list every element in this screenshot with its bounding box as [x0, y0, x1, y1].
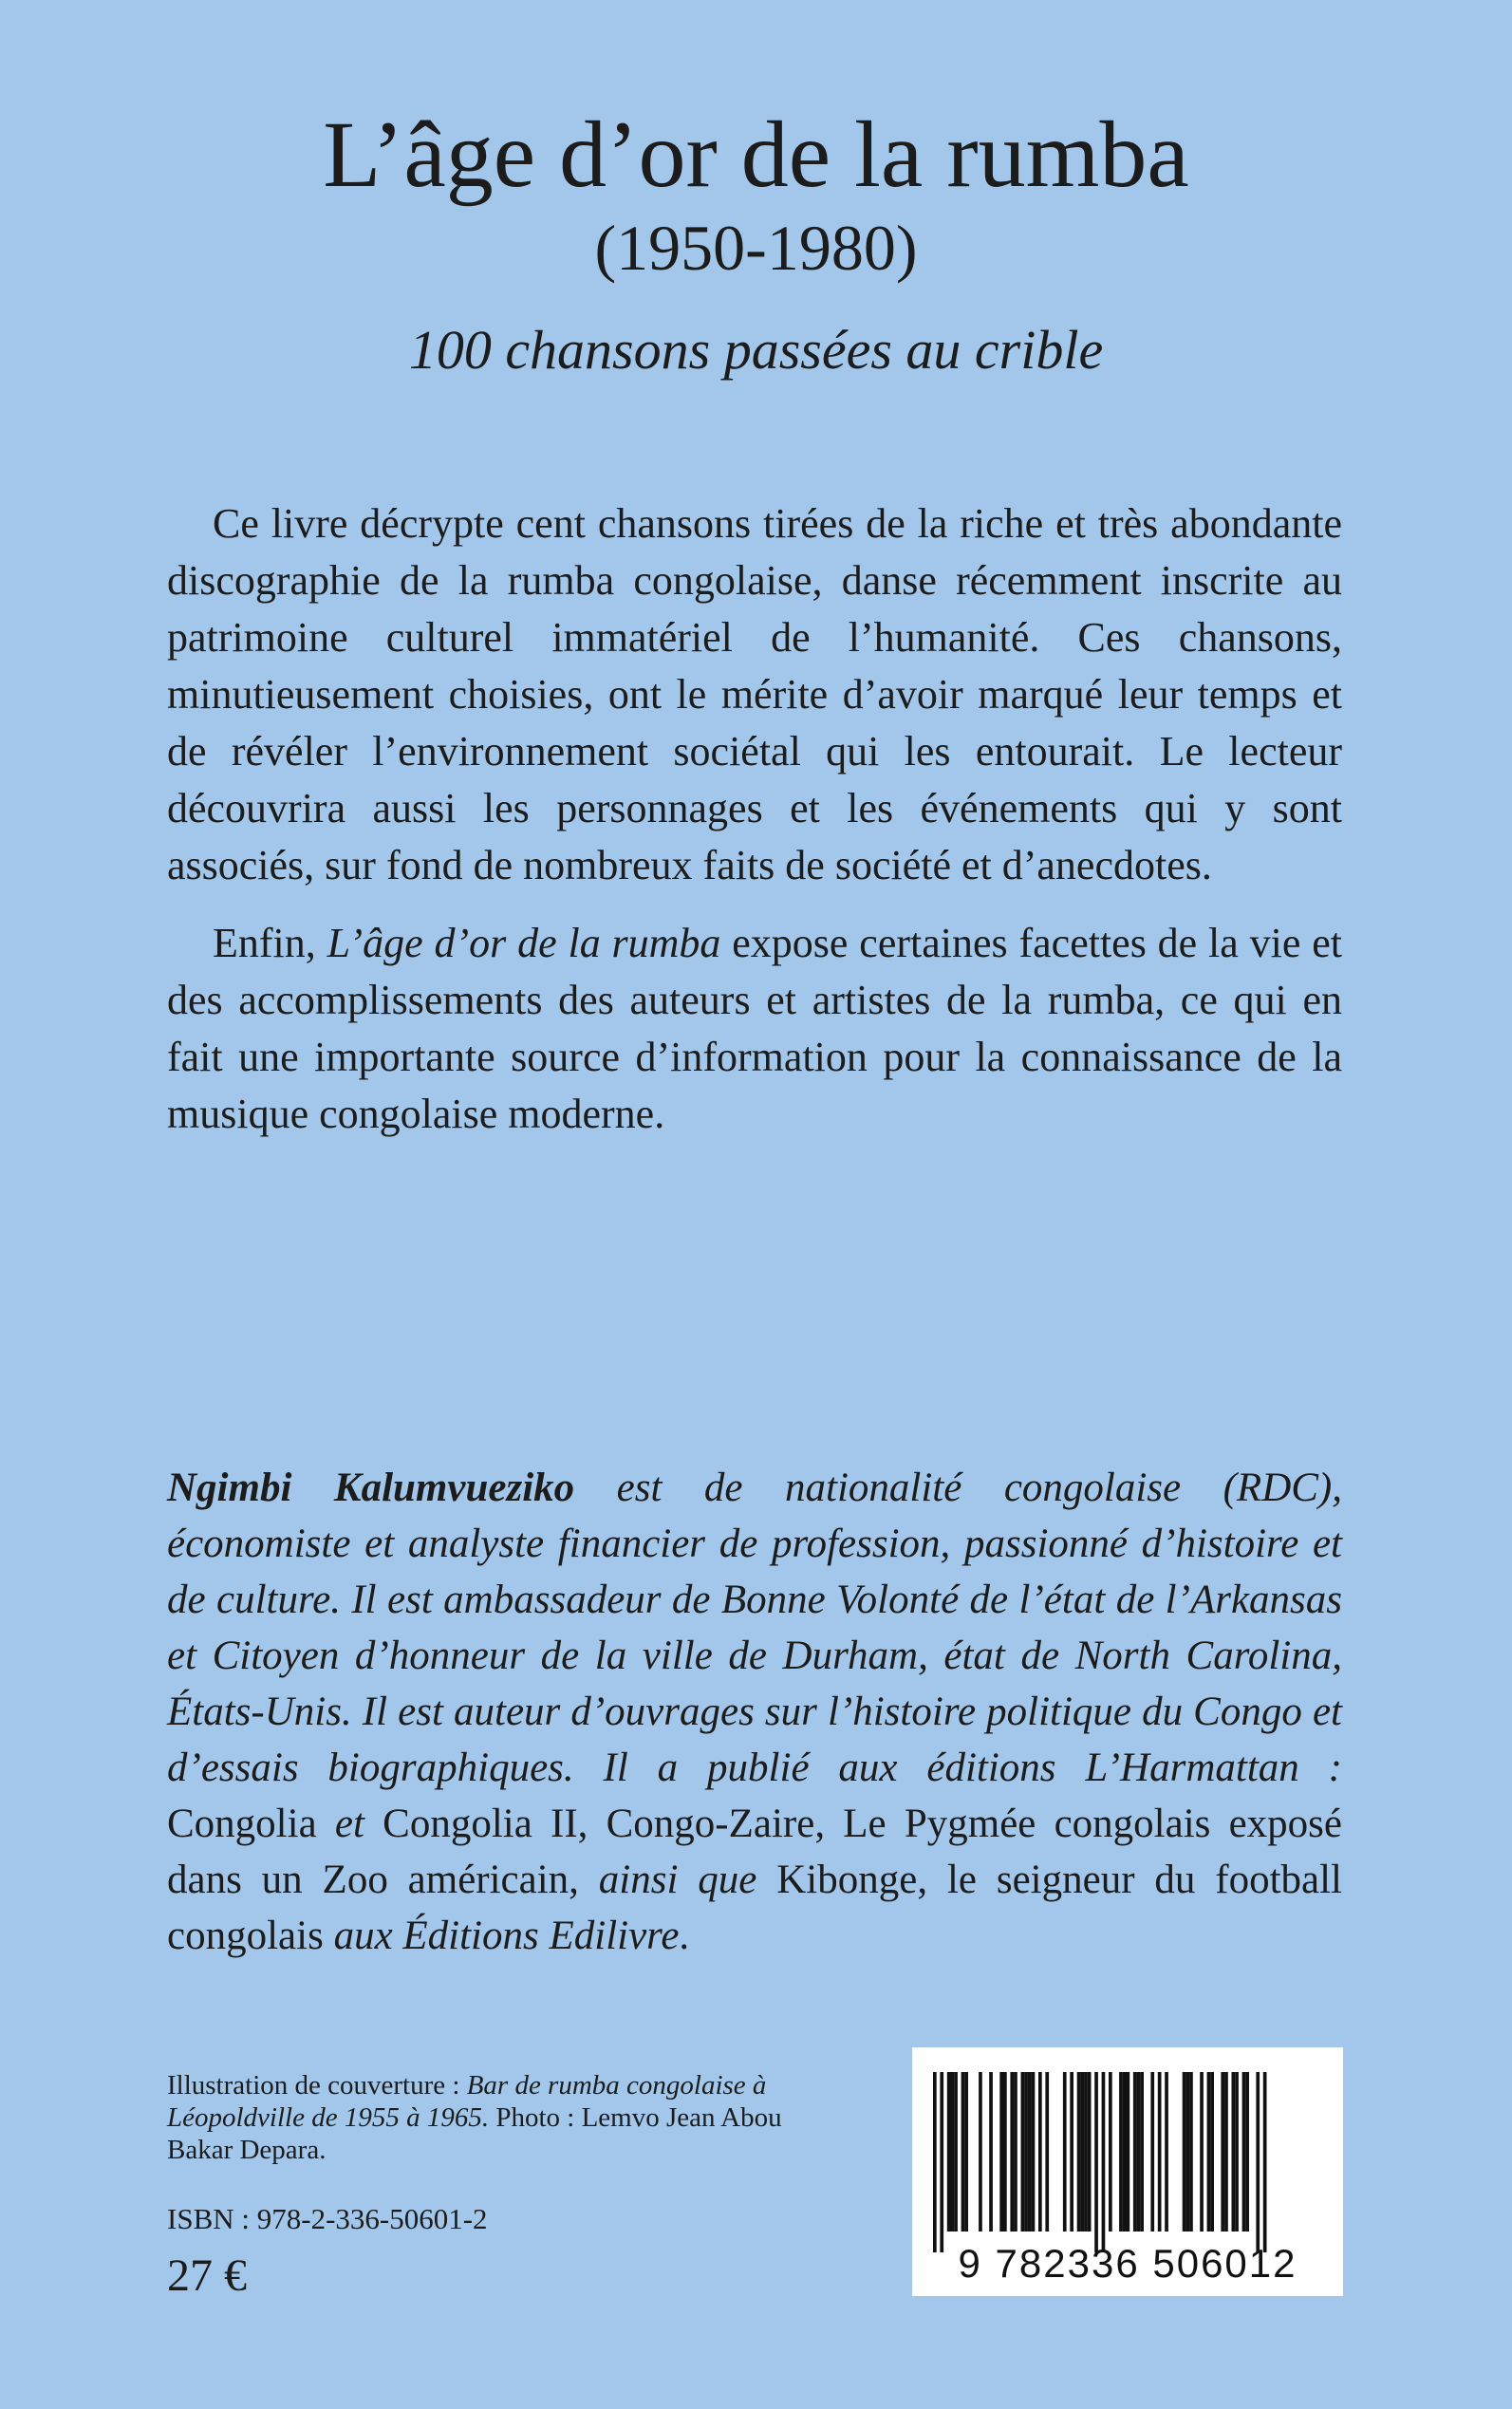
barcode-bar — [1028, 2072, 1032, 2232]
barcode-bar — [1221, 2072, 1224, 2232]
barcode-bar — [1080, 2072, 1084, 2232]
barcode-digits: 9 782336 506012 — [958, 2241, 1297, 2286]
barcode-bar — [1102, 2072, 1106, 2252]
author-end: . — [679, 1914, 690, 1958]
barcode-bar — [1127, 2072, 1130, 2232]
summary-paragraph-2 — [167, 915, 1342, 1143]
author-bio — [167, 1460, 1342, 1964]
book-congolia: Congolia — [167, 1802, 317, 1846]
author-aux: aux Éditions Edilivre — [323, 1914, 680, 1958]
summary-p2-rest: expose certaines facettes de la vie et des accomplissements des auteurs et artistes de la rumba, ce qui en fait une importante source d’information pour la connaissance de la musique congolaise moderne. — [167, 920, 1342, 1137]
barcode-bar — [1014, 2072, 1017, 2232]
barcode-bar — [999, 2072, 1003, 2232]
barcode-bar — [1140, 2072, 1144, 2232]
author-bio-text: est de nationalité congolaise (RDC), économiste et analyste financier de profession, passionné d’histoire et de culture. Il est ambassadeur de Bonne Volonté de l’état de l’Arkansas et Citoyen d’honneur de la ville de Durham, état de North Carolina, États-Unis. Il est auteur d’ouvrages sur l’histoire politique du Congo et d’essais biographiques. Il a publié aux éditions L’Harmattan : — [167, 1466, 1343, 1790]
barcode-bar — [1210, 2072, 1214, 2232]
barcode-bar — [964, 2072, 968, 2232]
author-name: Ngimbi Kalumvueziko — [167, 1466, 575, 1510]
barcode-bar — [1063, 2072, 1067, 2232]
barcode-bar — [954, 2072, 958, 2232]
illustration-credit — [167, 2069, 831, 2166]
barcode-bar — [1242, 2072, 1246, 2232]
summary-p2-start: Enfin, — [213, 920, 327, 966]
barcode-bar — [1123, 2072, 1127, 2232]
barcode-bar — [1109, 2072, 1112, 2232]
barcode-bar — [947, 2072, 951, 2232]
barcode-bar — [1003, 2072, 1007, 2232]
barcode-bar — [1088, 2072, 1092, 2232]
barcode-bar — [933, 2072, 937, 2252]
barcode-bar — [1119, 2072, 1123, 2232]
barcode-bar — [961, 2072, 965, 2232]
barcode-bar — [1189, 2072, 1193, 2232]
barcode-bar — [1185, 2072, 1189, 2232]
barcode-bar — [1165, 2072, 1168, 2232]
barcode-bar — [1045, 2072, 1049, 2232]
barcode-bar — [1077, 2072, 1081, 2232]
barcode-bar — [1158, 2072, 1162, 2232]
barcode-bar — [1137, 2072, 1141, 2232]
credit-label: Illustration de couverture : — [167, 2070, 467, 2101]
barcode-bar — [1094, 2072, 1098, 2252]
barcode-bar — [1024, 2072, 1028, 2232]
barcode-bar — [1084, 2072, 1088, 2232]
barcode-bar — [1150, 2072, 1154, 2232]
book-subtitle: 100 chansons passées au crible — [408, 319, 1104, 381]
barcode-bar — [1038, 2072, 1042, 2232]
isbn: ISBN : 978-2-336-50601-2 — [167, 2202, 488, 2235]
barcode-bar — [1232, 2072, 1236, 2232]
credit-caption: Bar de rumba congolaise à Léopoldville de 1955 à 1965. — [167, 2070, 767, 2133]
book-kibonge: Kibonge, le seigneur du football congolais — [167, 1858, 1342, 1958]
author-ainsi-que: ainsi que — [578, 1858, 777, 1902]
barcode-bar — [989, 2072, 993, 2232]
summary-p2-title: L’âge d’or de la rumba — [327, 920, 721, 966]
barcode-bar — [1263, 2072, 1267, 2252]
credit-photo: Photo : Lemvo Jean Abou Bakar Depara. — [167, 2102, 782, 2165]
barcode-bar — [1200, 2072, 1204, 2232]
barcode-bar — [1032, 2072, 1036, 2232]
barcode-bar — [1256, 2072, 1260, 2252]
barcode-bar — [940, 2072, 943, 2252]
book-list: Congolia II, Congo-Zaire, Le Pygmée congolais exposé dans un Zoo américain, — [167, 1802, 1342, 1902]
summary-text — [167, 495, 1342, 1164]
book-years: (1950-1980) — [594, 212, 918, 284]
barcode — [912, 2047, 1343, 2296]
barcode-bar — [979, 2072, 982, 2232]
author-et: et — [316, 1802, 383, 1846]
price: 27 € — [167, 2250, 247, 2301]
barcode-bar — [1133, 2072, 1137, 2232]
barcode-bar — [1070, 2072, 1073, 2232]
barcode-bar — [1224, 2072, 1228, 2232]
barcode-bar — [1183, 2072, 1186, 2232]
barcode-bar — [1207, 2072, 1211, 2232]
barcode-bar — [951, 2072, 955, 2232]
summary-paragraph-1: Ce livre décrypte cent chansons tirées de la riche et très abondante discographie de la rumba congolaise, danse récemment inscrite au patrimoine culturel immatériel de l’humanité. Ces chansons, minutieusement choisies, ont le mérite d’avoir marqué leur temps et de révéler l’environnement sociétal qui les entourait. Le lecteur découvrira aussi les personnages et les événements qui y sont associés, sur fond de nombreux faits de société et d’anecdotes. — [167, 500, 1342, 888]
barcode-bar — [1235, 2072, 1239, 2232]
barcode-bar — [1021, 2072, 1025, 2232]
book-title: L’âge d’or de la rumba — [323, 102, 1189, 207]
barcode-bar — [1010, 2072, 1014, 2232]
barcode-bar — [1245, 2072, 1249, 2232]
